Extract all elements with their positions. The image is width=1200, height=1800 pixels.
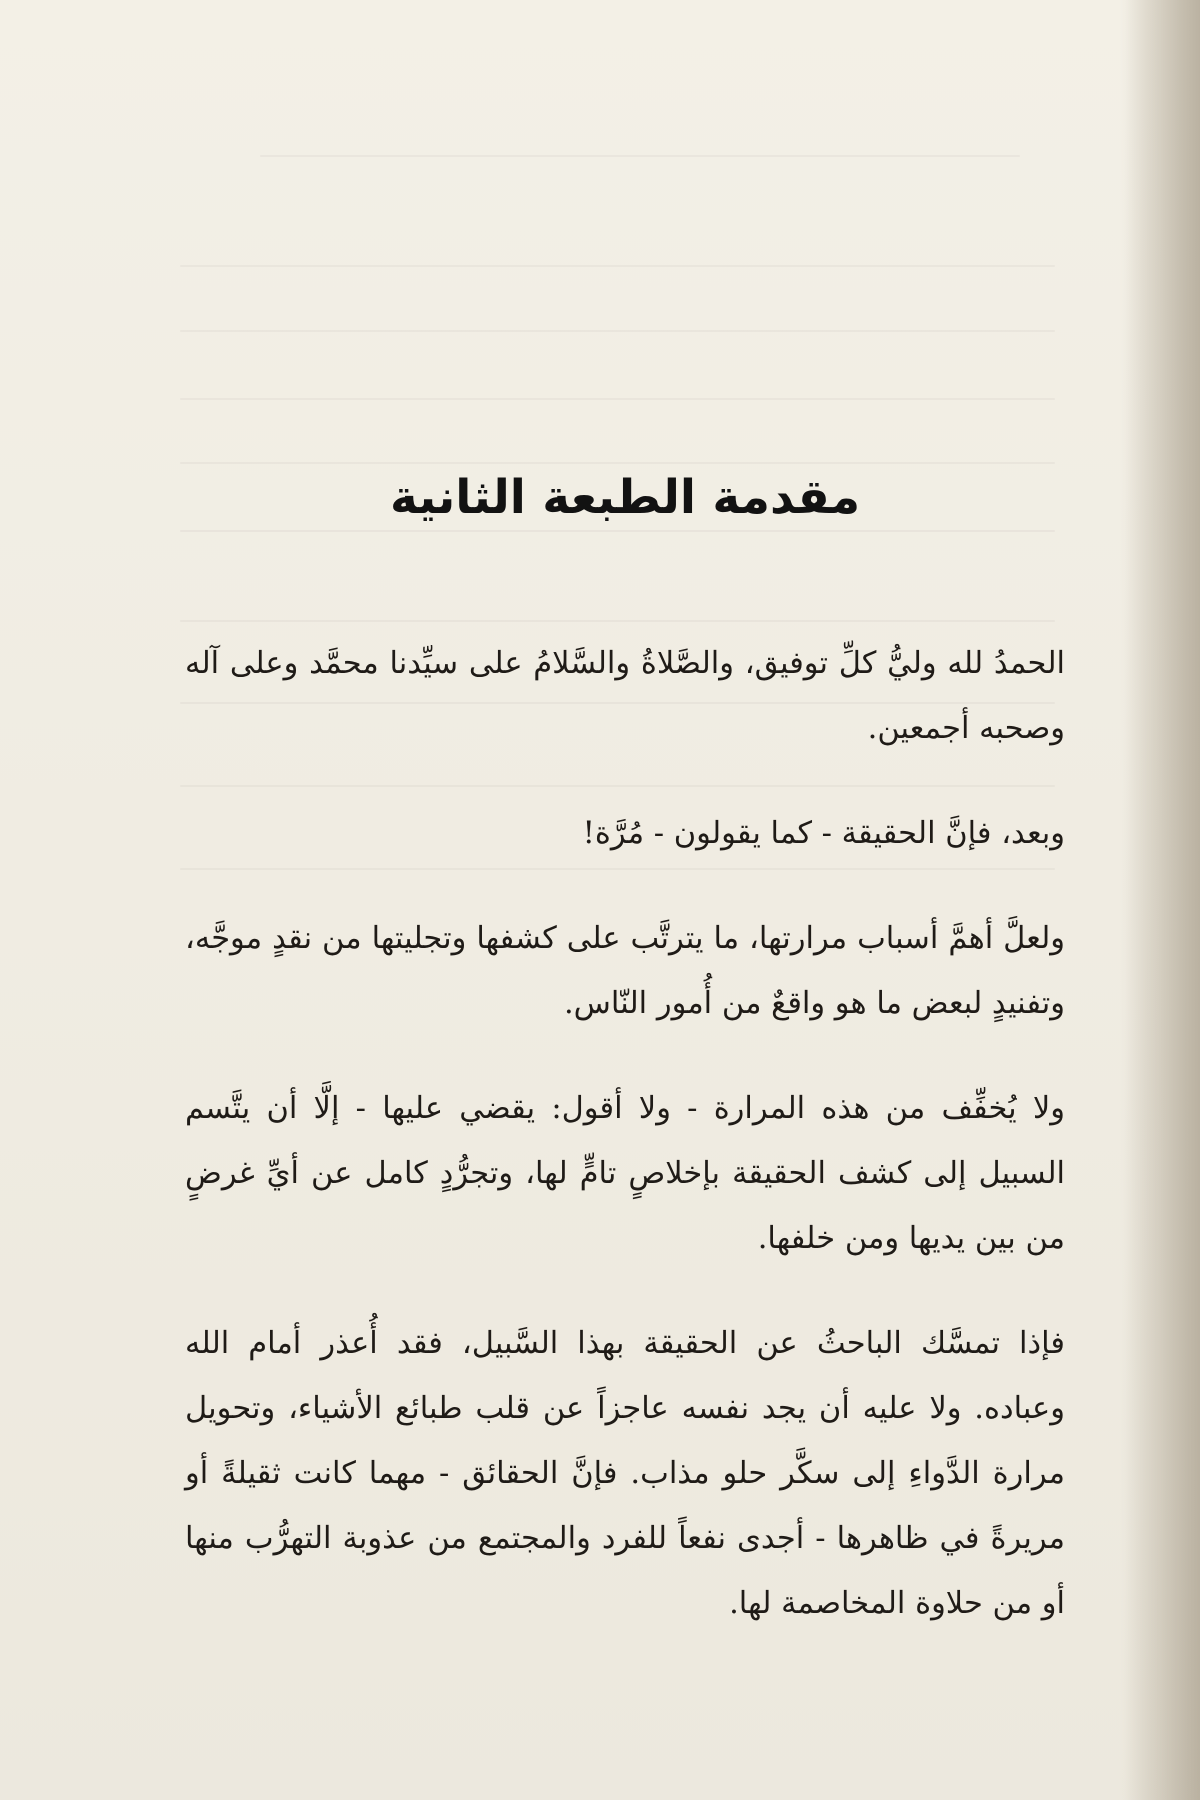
paragraph-5: فإذا تمسَّك الباحثُ عن الحقيقة بهذا السَّبيل، فقد أُعذر أمام الله وعباده. ولا عليه أن يجد نفسه عاجزاً عن قلب طبائع الأشياء، وتحويل مرارة الدَّواءِ إلى سكَّر حلو مذاب. فإنَّ الحقائق - مهما كانت ثقيلةً أو مريرةً في ظاهرها - أجدى نفعاً للفرد والمجتمع من عذوبة التهرُّب منها أو من حلاوة المخاصمة لها. bbox=[185, 1326, 1065, 1622]
page-content bbox=[185, 470, 1065, 1676]
page-binding-shadow bbox=[1120, 0, 1200, 1800]
paragraph-3: ولعلَّ أهمَّ أسباب مرارتها، ما يترتَّب على كشفها وتجليتها من نقدٍ موجَّه، وتفنيدٍ لبعض ما هو واقعٌ من أُمور النّاس. bbox=[185, 921, 1065, 1022]
bleed-through-line bbox=[180, 330, 1055, 332]
bleed-through-line bbox=[180, 265, 1055, 267]
bleed-through-line bbox=[180, 462, 1055, 464]
paragraph-1: الحمدُ لله وليُّ كلِّ توفيق، والصَّلاةُ والسَّلامُ على سيِّدنا محمَّد وعلى آله وصحبه أجمعين. bbox=[185, 646, 1065, 747]
paragraph-4: ولا يُخفِّف من هذه المرارة - ولا أقول: يقضي عليها - إلَّا أن يتَّسم السبيل إلى كشف الحقيقة بإخلاصٍ تامٍّ لها، وتجرُّدٍ كامل عن أيِّ غرضٍ من بين يديها ومن خلفها. bbox=[185, 1091, 1065, 1257]
bleed-through-line bbox=[260, 155, 1020, 157]
page-title: مقدمة الطبعة الثانية bbox=[389, 470, 861, 525]
bleed-through-line bbox=[180, 398, 1055, 400]
paragraph-2: وبعد، فإنَّ الحقيقة - كما يقولون - مُرَّة! bbox=[582, 816, 1065, 852]
